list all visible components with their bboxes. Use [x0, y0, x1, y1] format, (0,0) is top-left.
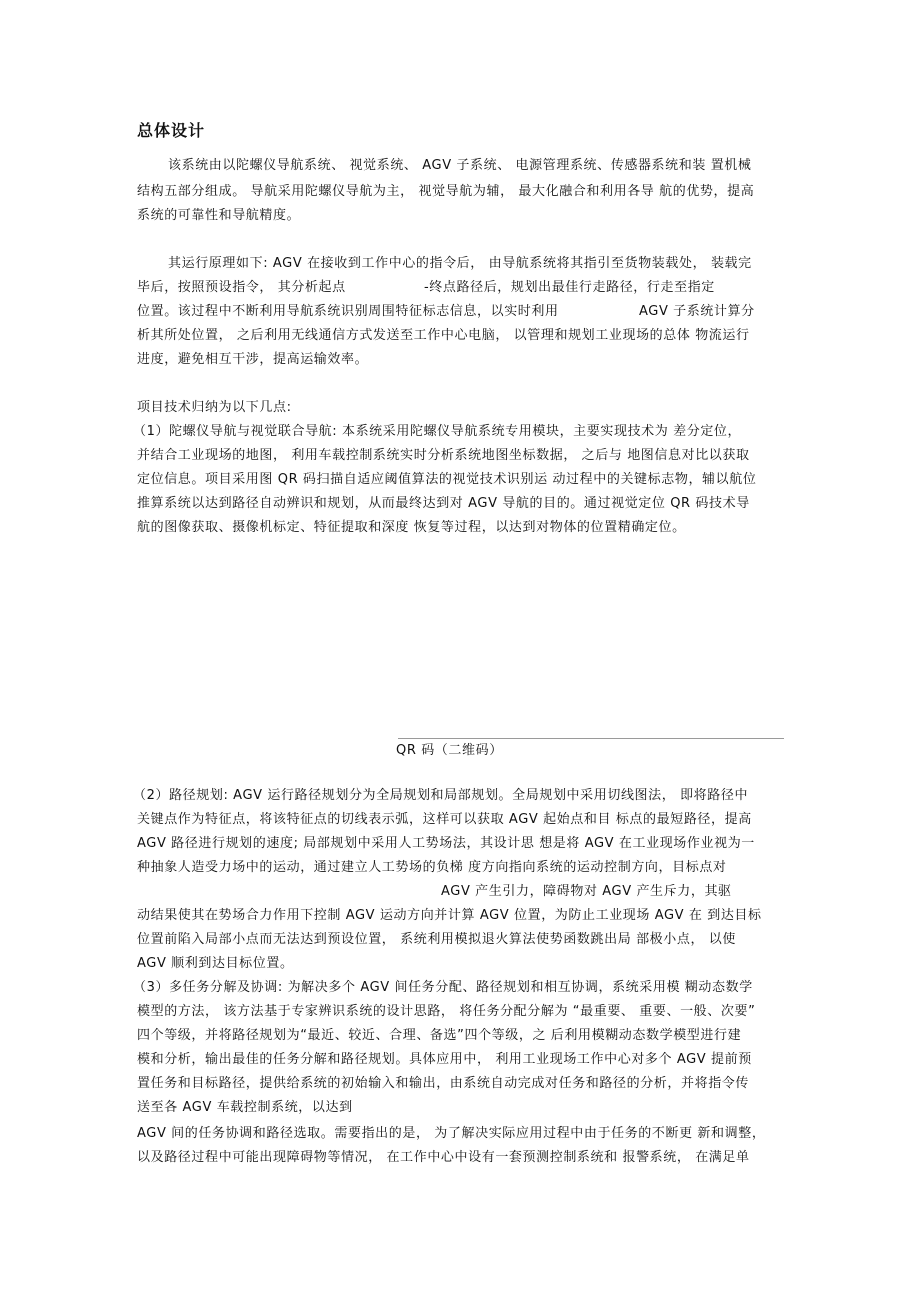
- p5-line-4: 模和分析，输出最佳的任务分解和路径规划。具体应用中， 利用工业现场工作中心对多个 AGV 提前预: [137, 1052, 752, 1067]
- p1-line-1: 该系统由以陀螺仪导航系统、 视觉系统、 AGV 子系统、 电源管理系统、传感器系统和装 置机械: [168, 158, 752, 173]
- p4-line-3: AGV 路径进行规划的速度; 局部规划中采用人工势场法，其设计思 想是将 AGV 在工业现场作业视为一: [137, 836, 755, 851]
- p2-line-2b: -终点路径后，规划出最佳行走路径，行走至指定: [424, 280, 715, 295]
- p4-line-8: AGV 顺利到达目标位置。: [137, 956, 294, 971]
- p2-line-4: 析其所处位置， 之后利用无线通信方式发送至工作中心电脑， 以管理和规划工业现场的总体 物流运行: [137, 328, 750, 343]
- p2-line-5: 进度，避免相互干涉，提高运输效率。: [137, 352, 369, 367]
- figure-caption: QR 码（二维码）: [396, 743, 503, 758]
- p2-line-2a: 毕后，按照预设指令， 其分析起点: [137, 280, 346, 295]
- p5-line-2: 模型的方法， 该方法基于专家辨识系统的设计思路， 将任务分配分解为 “最重要、 重要、一般、次要”: [137, 1004, 756, 1019]
- p5-line-8: 以及路径过程中可能出现障碍物等情况， 在工作中心中设有一套预测控制系统和 报警系统， 在满足单: [137, 1150, 750, 1165]
- p4-line-4: 种抽象人造受力场中的运动，通过建立人工势场的负梯 度方向指向系统的运动控制方向，目标点对: [137, 860, 727, 875]
- p5-line-1: （3）多任务分解及协调: 为解决多个 AGV 间任务分配、路径规划和相互协调，系统采用模 糊动态数学: [133, 980, 753, 995]
- p3-line-2: （1）陀螺仪导航与视觉联合导航: 本系统采用陀螺仪导航系统专用模块，主要实现技术为 差分定位，: [133, 424, 742, 439]
- p2-line-1: 其运行原理如下: AGV 在接收到工作中心的指令后， 由导航系统将其指引至货物装载处， 装载完: [168, 256, 752, 271]
- p3-line-3: 并结合工业现场的地图， 利用车载控制系统实时分析系统地图坐标数据， 之后与 地图信息对比以获取: [137, 448, 750, 463]
- p5-line-3: 四个等级，并将路径规划为“最近、较近、合理、备选”四个等级，之 后利用模糊动态数学模型进行建: [137, 1028, 742, 1043]
- page-title: 总体设计: [137, 121, 206, 140]
- p4-line-5: AGV 产生引力，障碍物对 AGV 产生斥力，其驱: [441, 884, 732, 899]
- p3-line-5: 推算系统以达到路径自动辨识和规划，从而最终达到对 AGV 导航的目的。通过视觉定位 QR 码技术导: [137, 496, 750, 511]
- p5-line-5: 置任务和目标路径，提供给系统的初始输入和输出，由系统自动完成对任务和路径的分析，并将指令传: [137, 1076, 750, 1091]
- p5-line-7: AGV 间的任务协调和路径选取。需要指出的是， 为了解决实际应用过程中由于任务的不断更 新和调整，: [137, 1126, 766, 1141]
- p3-line-4: 定位信息。项目采用图 QR 码扫描自适应阈值算法的视觉技术识别运 动过程中的关键标志物，辅以航位: [137, 472, 757, 487]
- p2-line-3a: 位置。该过程中不断利用导航系统识别周围特征标志信息，以实时利用: [137, 304, 559, 319]
- p3-line-1: 项目技术归纳为以下几点:: [137, 400, 292, 415]
- p1-line-2: 结构五部分组成。 导航采用陀螺仪导航为主， 视觉导航为辅， 最大化融合和利用各导 航的优势，提高: [137, 184, 755, 199]
- p3-line-6: 航的图像获取、摄像机标定、特征提取和深度 恢复等过程，以达到对物体的位置精确定位。: [137, 520, 686, 535]
- p2-line-3b: AGV 子系统计算分: [639, 304, 755, 319]
- p4-line-7: 位置前陷入局部小点而无法达到预设位置， 系统利用模拟退火算法使势函数跳出局 部极小点， 以使: [137, 932, 736, 947]
- p4-line-6: 动结果使其在势场合力作用下控制 AGV 运动方向并计算 AGV 位置，为防止工业现场 AGV 在 到达目标: [137, 908, 762, 923]
- p4-line-1: （2）路径规划: AGV 运行路径规划分为全局规划和局部规划。全局规划中采用切线图法， 即将路径中: [133, 788, 749, 803]
- p1-line-3: 系统的可靠性和导航精度。: [137, 208, 301, 223]
- p4-line-2: 关键点作为特征点，将该特征点的切线表示弧，这样可以获取 AGV 起始点和目 标点的最短路径，提高: [137, 812, 752, 827]
- p5-line-6: 送至各 AGV 车载控制系统，以达到: [137, 1100, 353, 1115]
